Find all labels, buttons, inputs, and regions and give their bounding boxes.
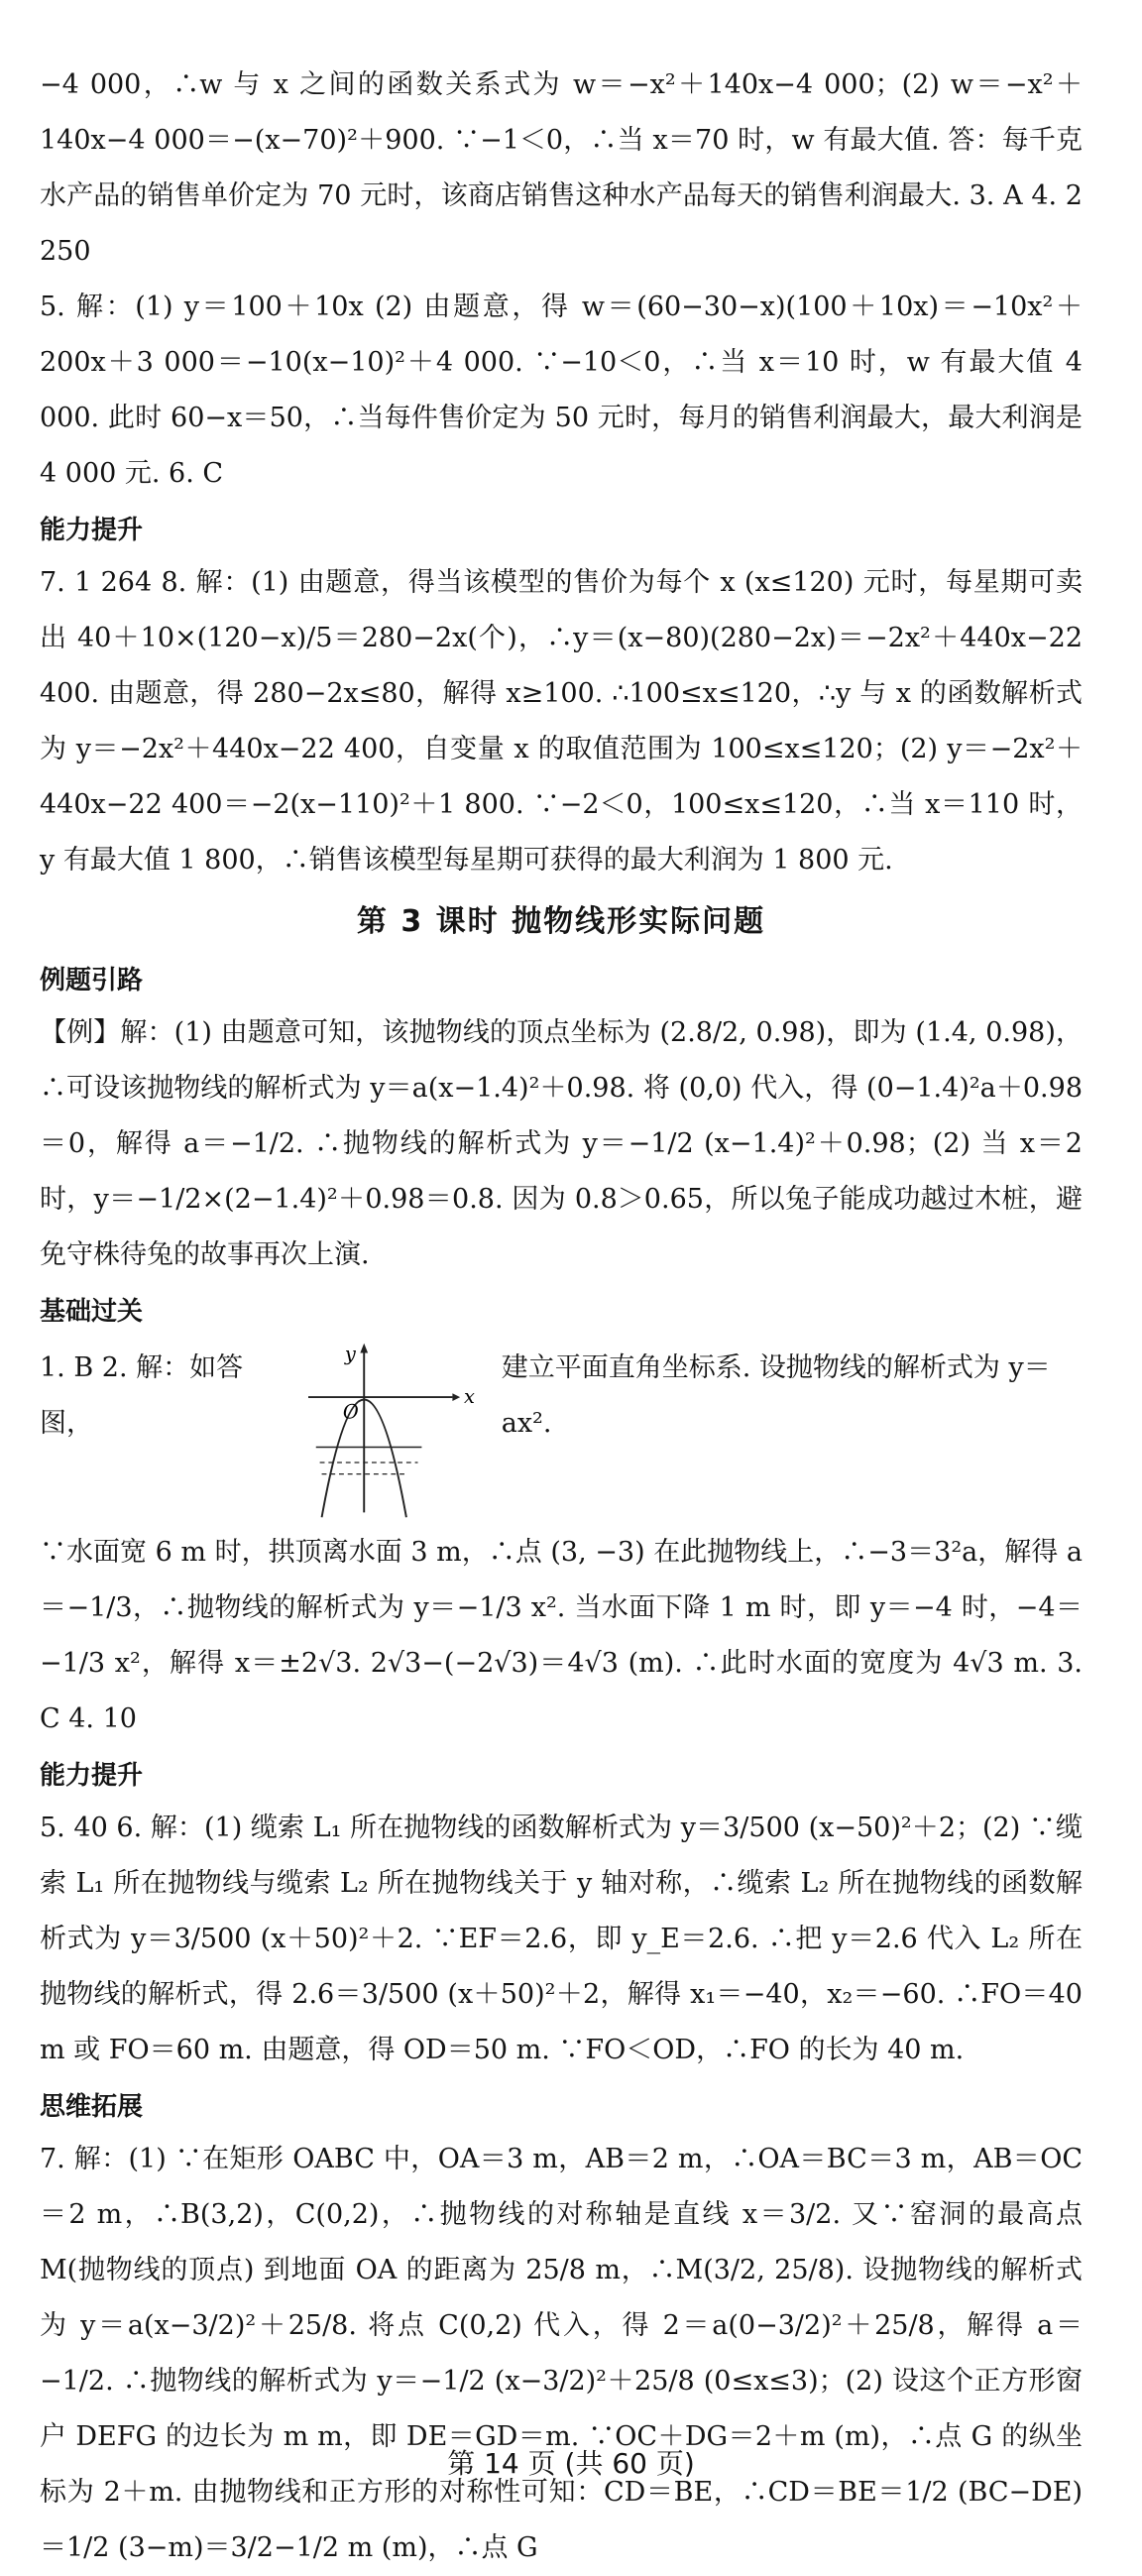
- prev-solution-paragraph-1: −4 000，∴w 与 x 之间的函数关系式为 w＝−x²＋140x−4 000；(2) w＝−x²＋140x−4 000＝−(x−70)²＋900. ∵−1＜0，∴当 x＝70 时，w 有最大值. 答：每千克水产品的销售单价定为 70 元时，该商店销售这种水产品每天的销售利润最大. 3. A 4. 2 250: [40, 69, 1083, 267]
- prev-solution-paragraph-2: 5. 解：(1) y＝100＋10x (2) 由题意，得 w＝(60−30−x)(100＋10x)＝−10x²＋200x＋3 000＝−10(x−10)²＋4 000. ∵−10＜0，∴当 x＝10 时，w 有最大值 4 000. 此时 60−x＝50，∴当每件售价定为 50 元时，每月的销售利润最大，最大利润是 4 000 元. 6. C: [40, 292, 1083, 489]
- extension-solution: 7. 解：(1) ∵在矩形 OABC 中，OA＝3 m，AB＝2 m，∴OA＝BC＝3 m，AB＝OC＝2 m，∴B(3,2)，C(0,2)，∴抛物线的对称轴是直线 x＝3/2. 又∵窑洞的最高点 M(抛物线的顶点) 到地面 OA 的距离为 25/8 m，∴M(3/2, 25/8). 设抛物线的解析式为 y＝a(x−3/2)²＋25/8. 将点 C(0,2) 代入，得 2＝a(0−3/2)²＋25/8，解得 a＝−1/2. ∴抛物线的解析式为 y＝−1/2 (x−3/2)²＋25/8 (0≤x≤3)；(2) 设这个正方形窗户 DEFG 的边长为 m m，即 DE＝GD＝m. ∵OC＋DG＝2＋m (m)，∴点 G 的纵坐标为 2＋m. 由抛物线和正方形的对称性可知：CD＝BE，∴CD＝BE＝1/2 (BC−DE)＝1/2 (3−m)＝3/2−1/2 m (m)，∴点 G: [40, 2144, 1083, 2563]
- figure-row: [40, 1337, 1083, 1525]
- page-footer: 第 14 页 (共 60 页): [447, 2447, 695, 2480]
- basics-first-line: 1. B 2. 解：如答图，: [40, 1352, 244, 1439]
- parabola-bridge-figure: [308, 1337, 482, 1525]
- x-axis-label: x: [464, 1384, 476, 1408]
- ability-solution: 5. 40 6. 解：(1) 缆索 L₁ 所在抛物线的函数解析式为 y＝3/500 (x−50)²＋2；(2) ∵缆索 L₁ 所在抛物线与缆索 L₂ 所在抛物线关于 y 轴对称，∴缆索 L₂ 所在抛物线的函数解析式为 y＝3/500 (x＋50)²＋2. ∵EF＝2.6，即 y_E＝2.6. ∴把 y＝2.6 代入 L₂ 所在抛物线的解析式，得 2.6＝3/500 (x＋50)²＋2，解得 x₁＝−40，x₂＝−60. ∴FO＝40 m 或 FO＝60 m. 由题意，得 OD＝50 m. ∵FO＜OD，∴FO 的长为 40 m.: [40, 1813, 1083, 2065]
- section-heading-extension: 思维拓展: [40, 2092, 144, 2122]
- section-heading-ability-2: 能力提升: [40, 1761, 144, 1791]
- y-axis-label: y: [345, 1343, 357, 1366]
- section-heading-ability: 能力提升: [40, 516, 144, 545]
- y-axis-arrow: [361, 1344, 369, 1353]
- basics-beside-figure: 建立平面直角坐标系. 设抛物线的解析式为 y＝ax².: [501, 1352, 1051, 1439]
- prev-solution-paragraph-3: 7. 1 264 8. 解：(1) 由题意，得当该模型的售价为每个 x (x≤120) 元时，每星期可卖出 40＋10×(120−x)/5＝280−2x(个)，∴y＝(x−80)(280−2x)＝−2x²＋440x−22 400. 由题意，得 280−2x≤80，解得 x≥100. ∴100≤x≤120，∴y 与 x 的函数解析式为 y＝−2x²＋440x−22 400，自变量 x 的取值范围为 100≤x≤120；(2) y＝−2x²＋440x−22 400＝−2(x−110)²＋1 800. ∵−2＜0，100≤x≤120，∴当 x＝110 时，y 有最大值 1 800，∴销售该模型每星期可获得的最大利润为 1 800 元.: [40, 567, 1083, 876]
- section-heading-basics: 基础过关: [40, 1297, 144, 1327]
- origin-label: O: [343, 1400, 360, 1424]
- x-axis-arrow: [453, 1393, 461, 1401]
- example-solution: 【例】解：(1) 由题意可知，该抛物线的顶点坐标为 (2.8/2, 0.98)，即为 (1.4, 0.98)，∴可设该抛物线的解析式为 y＝a(x−1.4)²＋0.98. 将 (0,0) 代入，得 (0−1.4)²a＋0.98＝0，解得 a＝−1/2. ∴抛物线的解析式为 y＝−1/2 (x−1.4)²＋0.98；(2) 当 x＝2 时，y＝−1/2×(2−1.4)²＋0.98＝0.8. 因为 0.8＞0.65，所以兔子能成功越过木桩，避免守株待兔的故事再次上演.: [40, 1017, 1083, 1270]
- section-heading-example: 例题引路: [40, 966, 144, 995]
- basics-solution: ∵水面宽 6 m 时，拱顶离水面 3 m，∴点 (3, −3) 在此抛物线上，∴−3＝3²a，解得 a＝−1/3，∴抛物线的解析式为 y＝−1/3 x². 当水面下降 1 m 时，即 y＝−4 时，−4＝−1/3 x²，解得 x＝±2√3. 2√3−(−2√3)＝4√3 (m). ∴此时水面的宽度为 4√3 m. 3. C 4. 10: [40, 1537, 1083, 1734]
- lesson-title: 第 3 课时 抛物线形实际问题: [356, 904, 766, 939]
